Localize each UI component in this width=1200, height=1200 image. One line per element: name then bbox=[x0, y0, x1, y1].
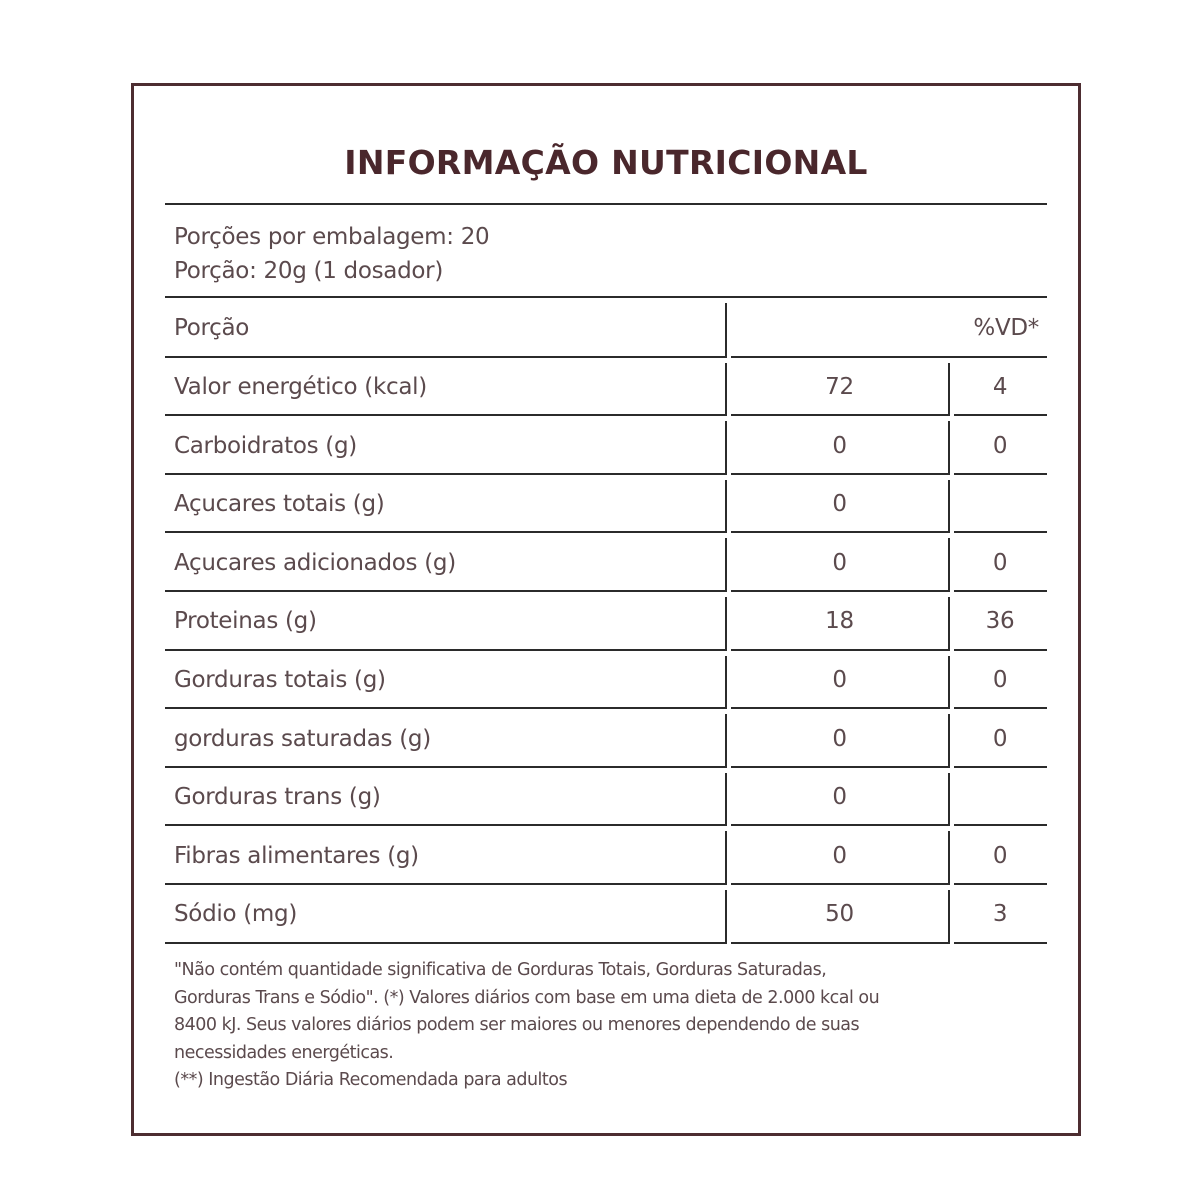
row-rule bbox=[165, 414, 727, 416]
footnotes bbox=[174, 957, 1034, 1095]
row-rule bbox=[165, 531, 727, 533]
row-rule bbox=[731, 531, 949, 533]
table-row-value: 0 bbox=[832, 784, 847, 811]
row-rule bbox=[165, 590, 727, 592]
column-rule bbox=[725, 303, 727, 358]
footnote-line: necessidades energéticas. bbox=[174, 1042, 394, 1063]
column-rule bbox=[725, 421, 727, 475]
panel-title: INFORMAÇÃO NUTRICIONAL bbox=[344, 143, 868, 182]
table-row-vd: 0 bbox=[992, 666, 1008, 693]
row-rule bbox=[165, 824, 727, 826]
table-row-vd: 3 bbox=[992, 901, 1008, 928]
table-row-value: 0 bbox=[832, 491, 847, 518]
row-rule bbox=[165, 707, 727, 709]
table-row-label: Fibras alimentares (g) bbox=[174, 842, 419, 869]
row-rule bbox=[165, 356, 727, 358]
column-rule bbox=[948, 421, 950, 475]
row-rule bbox=[954, 942, 1047, 944]
table-row-value: 72 bbox=[825, 373, 854, 400]
row-rule bbox=[165, 883, 727, 885]
column-rule bbox=[725, 656, 727, 710]
column-rule bbox=[948, 480, 950, 534]
column-rule bbox=[725, 363, 727, 417]
row-rule bbox=[731, 473, 949, 475]
table-row-label: Açucares adicionados (g) bbox=[174, 549, 456, 576]
table-row-label: Açucares totais (g) bbox=[174, 491, 385, 518]
table-row-value: 50 bbox=[825, 901, 854, 928]
table-row-value: 0 bbox=[832, 725, 847, 752]
row-rule bbox=[731, 766, 949, 768]
row-rule bbox=[954, 707, 1047, 709]
row-rule bbox=[731, 356, 1047, 358]
row-rule bbox=[731, 883, 949, 885]
column-rule bbox=[725, 538, 727, 592]
row-rule bbox=[731, 942, 949, 944]
table-row-vd: 0 bbox=[992, 549, 1008, 576]
table-row-label: Valor energético (kcal) bbox=[174, 373, 427, 400]
serving-size: Porção: 20g (1 dosador) bbox=[174, 258, 443, 284]
table-row-label: Gorduras totais (g) bbox=[174, 666, 386, 693]
footnote-line: 8400 kJ. Seus valores diários podem ser maiores ou menores dependendo de suas bbox=[174, 1015, 860, 1036]
table-header-vd: %VD* bbox=[973, 315, 1039, 342]
title-rule bbox=[165, 203, 1047, 205]
column-rule bbox=[948, 890, 950, 944]
row-rule bbox=[165, 766, 727, 768]
column-rule bbox=[948, 714, 950, 768]
row-rule bbox=[954, 531, 1047, 533]
table-row-label: Sódio (mg) bbox=[174, 901, 297, 928]
row-rule bbox=[954, 473, 1047, 475]
row-rule bbox=[954, 766, 1047, 768]
column-rule bbox=[948, 656, 950, 710]
row-rule bbox=[731, 707, 949, 709]
table-row-value: 0 bbox=[832, 842, 847, 869]
column-rule bbox=[725, 597, 727, 651]
table-row-value: 0 bbox=[832, 432, 847, 459]
table-row-vd: 4 bbox=[992, 373, 1008, 400]
table-row-value: 0 bbox=[832, 666, 847, 693]
row-rule bbox=[954, 883, 1047, 885]
servings-per-package: Porções por embalagem: 20 bbox=[174, 224, 490, 250]
table-row-label: Carboidratos (g) bbox=[174, 432, 357, 459]
column-rule bbox=[948, 831, 950, 885]
row-rule bbox=[165, 942, 727, 944]
row-rule bbox=[165, 649, 727, 651]
column-rule bbox=[725, 714, 727, 768]
table-row-value: 0 bbox=[832, 549, 847, 576]
table-row-label: Proteinas (g) bbox=[174, 608, 317, 635]
table-row-value: 18 bbox=[825, 608, 854, 635]
table-row-label: Gorduras trans (g) bbox=[174, 784, 381, 811]
footnote-line: (**) Ingestão Diária Recomendada para adultos bbox=[174, 1070, 568, 1091]
row-rule bbox=[954, 824, 1047, 826]
table-row-vd: 0 bbox=[992, 432, 1008, 459]
footnote-line: "Não contém quantidade significativa de Gorduras Totais, Gorduras Saturadas, bbox=[174, 960, 827, 980]
column-rule bbox=[948, 773, 950, 827]
footnote-line: Gorduras Trans e Sódio". (*) Valores diários com base em uma dieta de 2.000 kcal ou bbox=[174, 987, 880, 1008]
column-rule bbox=[725, 773, 727, 827]
column-rule bbox=[725, 480, 727, 534]
row-rule bbox=[165, 473, 727, 475]
column-rule bbox=[725, 831, 727, 885]
row-rule bbox=[731, 649, 949, 651]
column-rule bbox=[948, 538, 950, 592]
serving-rule bbox=[165, 296, 1047, 298]
table-header-label: Porção bbox=[174, 315, 250, 342]
row-rule bbox=[954, 590, 1047, 592]
row-rule bbox=[731, 824, 949, 826]
row-rule bbox=[954, 414, 1047, 416]
row-rule bbox=[731, 414, 949, 416]
column-rule bbox=[948, 363, 950, 417]
column-rule bbox=[948, 597, 950, 651]
table-row-vd: 0 bbox=[992, 842, 1008, 869]
table-row-vd: 36 bbox=[985, 608, 1015, 635]
table-row-vd: 0 bbox=[992, 725, 1008, 752]
table-row-label: gorduras saturadas (g) bbox=[174, 725, 431, 752]
row-rule bbox=[954, 649, 1047, 651]
column-rule bbox=[725, 890, 727, 944]
row-rule bbox=[731, 590, 949, 592]
